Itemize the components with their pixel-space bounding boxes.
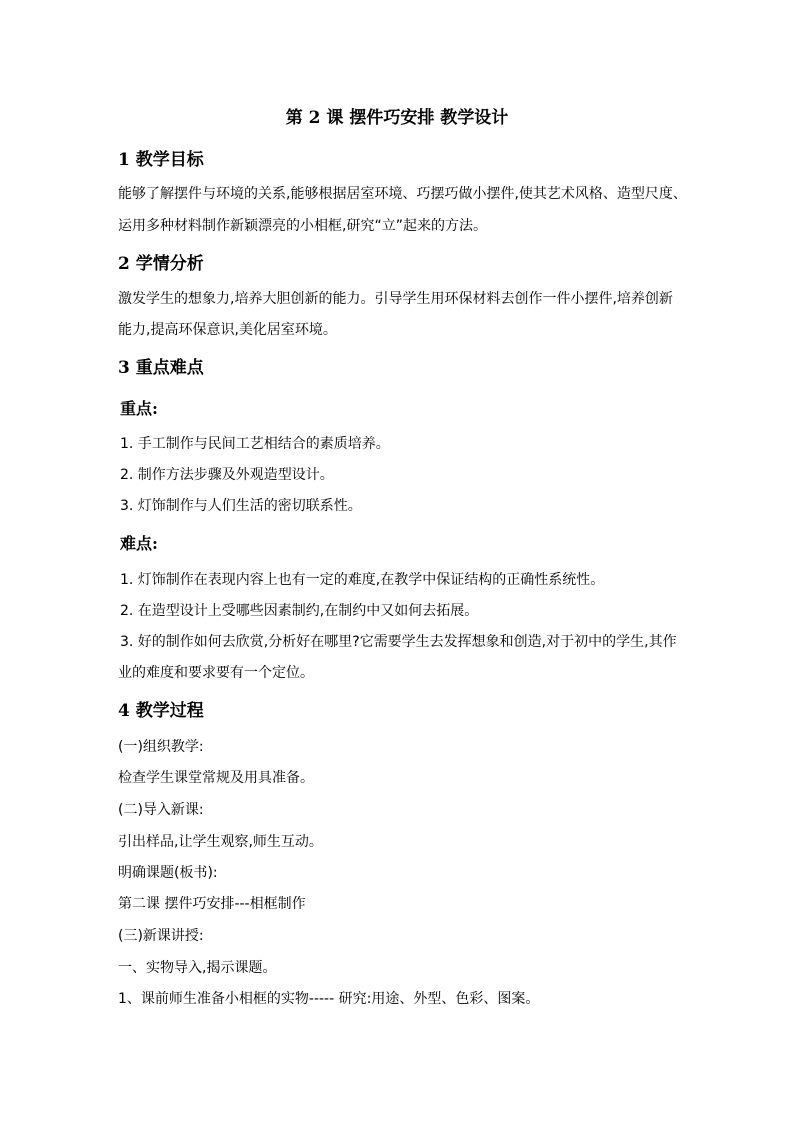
section-heading-objectives: 1 教学目标 <box>118 150 204 170</box>
process-line: 第二课 摆件巧安排---相框制作 <box>118 896 306 912</box>
section-heading-key-points: 3 重点难点 <box>118 358 204 378</box>
subheading-difficult: 难点: <box>120 534 158 553</box>
list-item: 1. 手工制作与民间工艺相结合的素质培养。 <box>120 436 390 452</box>
process-line: 检查学生课堂常规及用具准备。 <box>118 770 314 786</box>
list-item: 2. 制作方法步骤及外观造型设计。 <box>120 467 334 483</box>
paragraph-line: 运用多种材料制作新颖漂亮的小相框,研究“立”起来的方法。 <box>118 218 487 234</box>
process-line: 一、实物导入,揭示课题。 <box>118 960 277 976</box>
list-item-continuation: 业的难度和要求要有一个定位。 <box>118 665 314 681</box>
paragraph-line: 能够了解摆件与环境的关系,能够根据居室环境、巧摆巧做小摆件,使其艺术风格、造型尺度、 <box>118 186 687 202</box>
paragraph-line: 激发学生的想象力,培养大胆创新的能力。引导学生用环保材料去创作一件小摆件,培养创新 <box>118 291 673 307</box>
list-item: 3. 好的制作如何去欣赏,分析好在哪里?它需要学生去发挥想象和创造,对于初中的学生,其作 <box>120 634 677 650</box>
process-line: 1、课前师生准备小相框的实物----- 研究:用途、外型、色彩、图案。 <box>118 991 540 1007</box>
process-line: 引出样品,让学生观察,师生互动。 <box>118 834 323 850</box>
process-line: 明确课题(板书): <box>118 865 218 881</box>
list-item: 1. 灯饰制作在表现内容上也有一定的难度,在教学中保证结构的正确性系统性。 <box>120 572 605 588</box>
process-line: (三)新课讲授: <box>118 928 204 944</box>
list-item: 3. 灯饰制作与人们生活的密切联系性。 <box>120 498 362 514</box>
process-line: (一)组织教学: <box>118 739 204 755</box>
document-title: 第 2 课 摆件巧安排 教学设计 <box>285 108 509 128</box>
section-heading-analysis: 2 学情分析 <box>118 254 204 274</box>
process-line: (二)导入新课: <box>118 802 204 818</box>
subheading-key: 重点: <box>120 399 158 418</box>
paragraph-line: 能力,提高环保意识,美化居室环境。 <box>118 322 337 338</box>
list-item: 2. 在造型设计上受哪些因素制约,在制约中又如何去拓展。 <box>120 603 479 619</box>
section-heading-process: 4 教学过程 <box>118 701 204 721</box>
